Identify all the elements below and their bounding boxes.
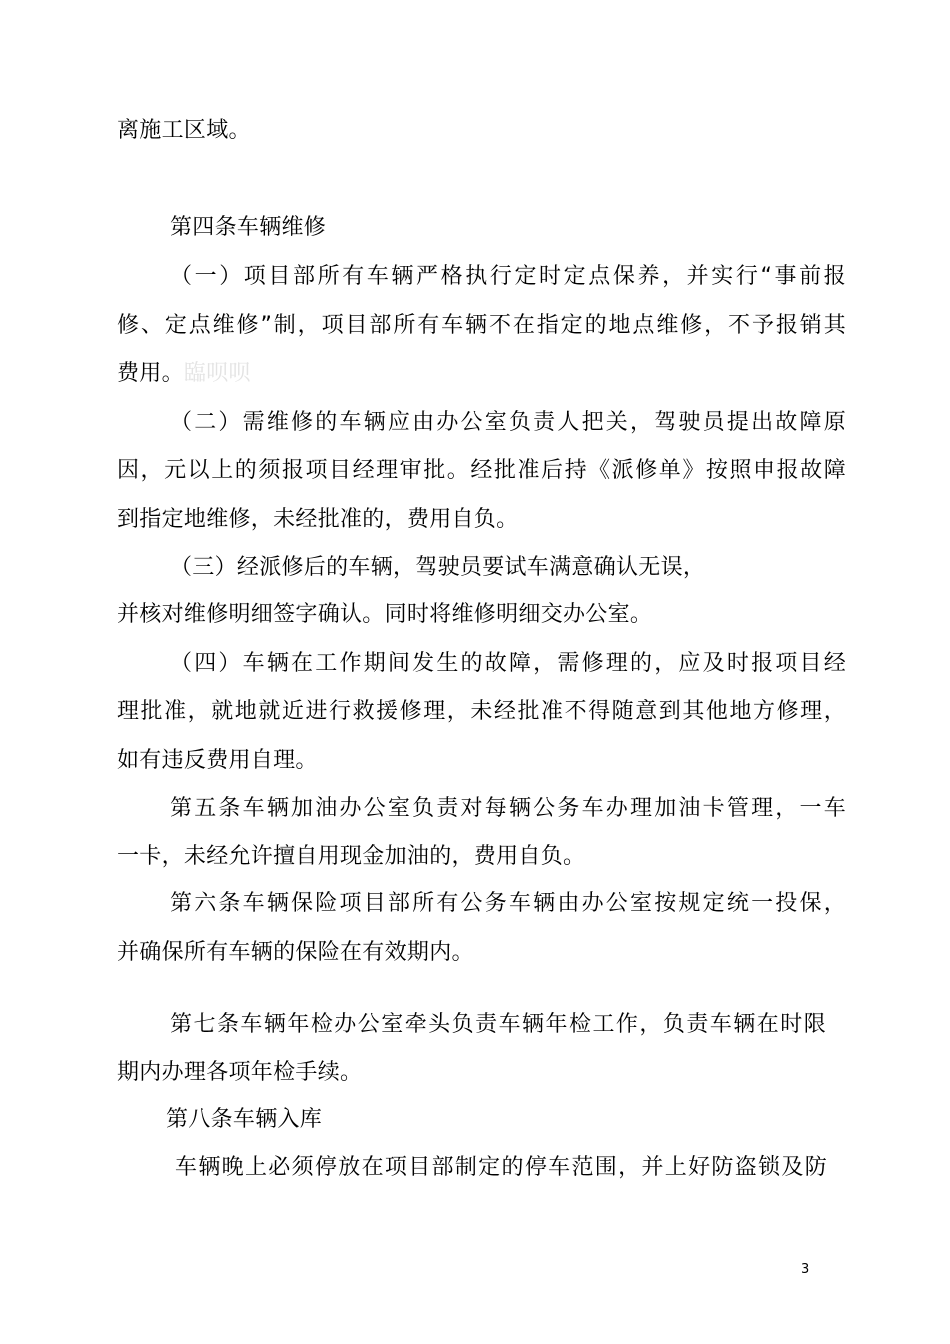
watermark-text: 臨呗呗	[183, 361, 251, 386]
paragraph-text: 费用。	[117, 361, 184, 386]
paragraph-line: 并核对维修明细签字确认。同时将维修明细交办公室。	[117, 602, 653, 627]
paragraph-line: 因，元以上的须报项目经理审批。经批准后持《派修单》按照申报故障	[117, 458, 846, 483]
paragraph-line: （一）项目部所有车辆严格执行定时定点保养，并实行“事前报	[170, 264, 846, 289]
paragraph-line: 到指定地维修，未经批准的，费用自负。	[117, 507, 519, 532]
paragraph-line: 修、定点维修”制，项目部所有车辆不在指定的地点维修，不予报销其	[117, 313, 846, 338]
paragraph-line: 车辆晚上必须停放在项目部制定的停车范围，并上好防盗锁及防	[175, 1155, 827, 1180]
section-heading: 第八条车辆入库	[166, 1107, 323, 1132]
paragraph-line: （三）经派修后的车辆，驾驶员要试车满意确认无误，	[170, 555, 706, 580]
page-number: 3	[801, 1262, 810, 1277]
paragraph-line: （二）需维修的车辆应由办公室负责人把关，驾驶员提出故障原	[170, 410, 846, 435]
paragraph-line: 第五条车辆加油办公室负责对每辆公务车办理加油卡管理，一车	[170, 796, 846, 821]
paragraph-line: 理批准，就地就近进行救援修理，未经批准不得随意到其他地方修理，	[117, 699, 846, 724]
paragraph-line: 期内办理各项年检手续。	[117, 1060, 363, 1085]
paragraph-line: 如有违反费用自理。	[117, 748, 318, 773]
paragraph-line: （四）车辆在工作期间发生的故障，需修理的，应及时报项目经	[170, 651, 846, 676]
paragraph-line: 第七条车辆年检办公室牵头负责车辆年检工作，负责车辆在时限	[170, 1012, 826, 1037]
paragraph-line: 一卡，未经允许擅自用现金加油的，费用自负。	[117, 844, 586, 869]
paragraph-line: 离施工区域。	[117, 118, 251, 143]
section-heading: 第四条车辆维修	[170, 215, 327, 240]
paragraph-line	[117, 359, 251, 389]
paragraph-line: 第六条车辆保险项目部所有公务车辆由办公室按规定统一投保，	[170, 891, 846, 916]
paragraph-line: 并确保所有车辆的保险在有效期内。	[117, 940, 474, 965]
